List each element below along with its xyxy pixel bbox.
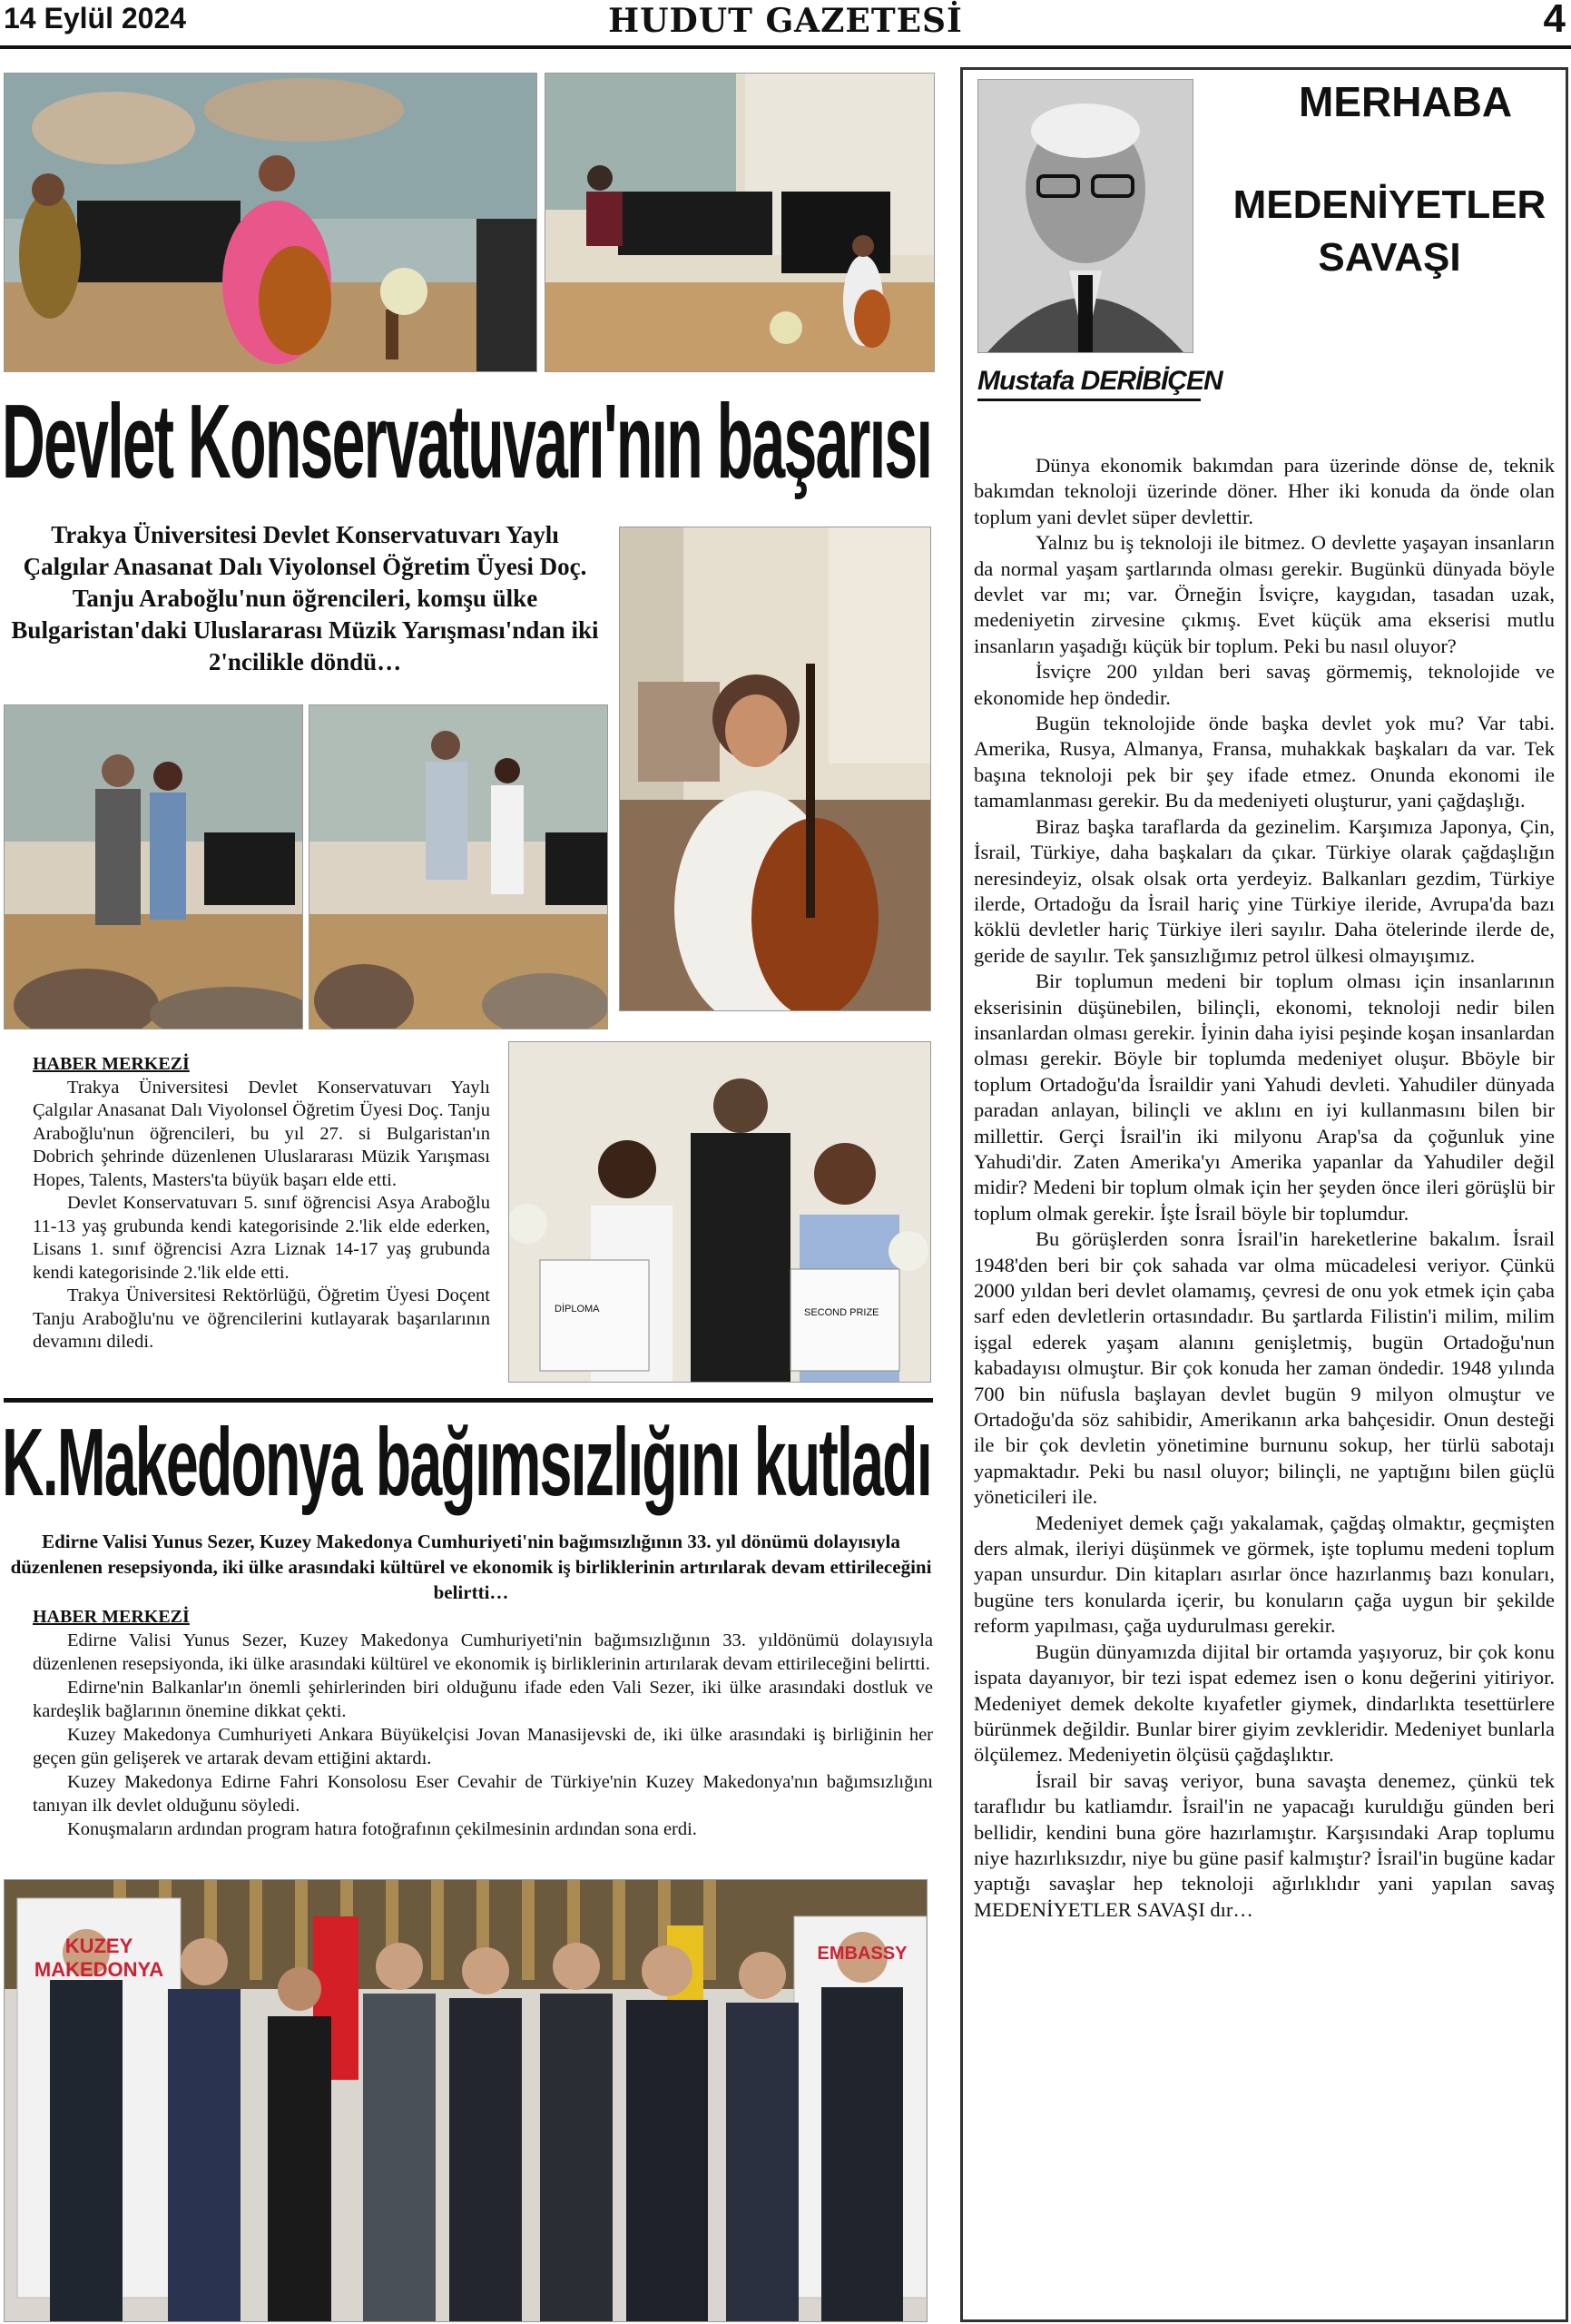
photo-cello-recital — [4, 73, 537, 372]
diploma-caption-right: SECOND PRIZE — [804, 1307, 879, 1318]
column-paragraph: İsrail bir savaş veriyor, buna savaşta denemez, çünkü tek taraflıdır bu katliamdır. İsrail'in ne yapacağı kuruldığu günden beri bellidir, kendini buna göre hazırlamıştır. Karşısındaki Arap toplumu niye hazırlıksızdır, niye bu güne pasif kalmıştır? İsrail'in bugüne kadar yaptığı savaşlar hep teknoloji ağırlıklıdır yani yapılan savaş MEDENİYETLER SAVAŞI dır… — [974, 1768, 1555, 1921]
article-paragraph: Edirne Valisi Yunus Sezer, Kuzey Makedonya Cumhuriyeti'nin bağımsızlığının 33. yıldönümü dolayısıyla düzenlenen resepsiyonda, iki ülke arasındaki kültürel ve ekonomik iş birliklerinin artırılarak devam ettirileceğini belirtti. — [33, 1630, 933, 1674]
article-paragraph: Konuşmaların ardından program hatıra fotoğrafının çekilmesinin ardından sona erdi. — [67, 1819, 697, 1839]
article-byline-conservatory: HABER MERKEZİ — [33, 1054, 190, 1074]
photo-diploma-winners — [508, 1041, 931, 1383]
article-paragraph: Trakya Üniversitesi Devlet Konservatuvarı Yaylı Çalgılar Anasanat Dalı Viyolonsel Öğretim Üyesi Doç. Tanju Araboğlu'nun öğrencileri, bu yıl 27. si Bulgaristan'ın Dobrich şehrinde düzenlenen Uluslararası Müzik Yarışması Hopes, Talents, Masters'ta büyük başarı elde etti. — [33, 1077, 490, 1190]
article-paragraph: Kuzey Makedonya Edirne Fahri Konsolosu Eser Cevahir de Türkiye'nin Kuzey Makedonya'nın bağımsızlığını tanıyan ilk devlet olduğunu söyledi. — [33, 1772, 933, 1816]
issue-date: 14 Eylül 2024 — [4, 2, 187, 34]
column-paragraph: Bir toplumun medeni bir toplum olması için insanlarının ekserisinin düşünebilen, bilinçli, ekonomi, teknoloji nedir bilen insanlardan olması gerekir. İyinin daha iyisi peşinde koşan insanlardan olması gerekir. Böyle bir toplumda medeniyet oluşur. Bböyle bir toplum Ortadoğu'da İsraildir yani Yahudi devleti. Yahudiler dünyada paradan anlayan, bilinçli ve aklını en iyi kullanmasını bilen bir millettir. Gerçi İsrail'in iki milyonu Arap'sa da çoğunluk yine Yahudi'dir. Zaten Amerika'yı Amerika yapanlar da Yahudiler değil midir? Medeni bir toplum olmak için her şeyden önce ileri görüşlü bir toplum olmak gerekir. İşte İsrail böyle bir toplumdur. — [974, 970, 1555, 1225]
column-paragraph: Yalnız bu iş teknoloji ile bitmez. O devlette yaşayan insanların da normal yaşam şartlarında olması gerekir. Bugünkü dünyada böyle devlet var mı; var. Örneğin İsviçre, kaygıdan, tasadan uzak, medeniyetin zirvesine çıkmış. Evet küçük ama ekserisi mutlu insanların yaşadığı küçük bir toplum. Peki bu nasıl oluyor? — [974, 531, 1555, 657]
column-body — [974, 453, 1555, 1923]
article-paragraph: Devlet Konservatuvarı 5. sınıf öğrencisi Asya Araboğlu 11-13 yaş grubunda kendi kategorisinde 2.'lik elde ederken, Lisans 1. sınıf öğrencisi Azra Liznak 14-17 yaş grubunda kendi kategorisinde 2.'lik elde etti. — [33, 1193, 490, 1283]
article-lead-macedonia: Edirne Valisi Yunus Sezer, Kuzey Makedonya Cumhuriyeti'nin bağımsızlığının 33. yıl dönümü dolayısıyla düzenlenen resepsiyonda, iki ülke arasındaki kültürel ve ekonomik iş birliklerinin artırılarak devam ettirileceğini belirtti… — [10, 1531, 932, 1603]
photo-young-cellist — [619, 527, 931, 1011]
column-title — [1226, 179, 1553, 284]
banner-text-right: EMBASSY — [817, 1944, 908, 1964]
column-title-line2: SAVAŞI — [1318, 235, 1461, 280]
article-paragraph: Edirne'nin Balkanlar'ın önemli şehirlerinden biri olduğunu ifade eden Vali Sezer, iki ülke arasındaki dostluk ve kardeşlik bağlarının önemine dikkat çekti. — [33, 1678, 933, 1721]
banner-text-left: KUZEY MAKEDONYA — [34, 1935, 164, 1981]
masthead — [0, 0, 1571, 49]
opinion-column — [960, 67, 1568, 2322]
photo-award-ceremony-1 — [4, 704, 303, 1029]
article-body-macedonia — [33, 1605, 933, 1841]
section-divider — [4, 1398, 933, 1403]
column-paragraph: Bugün teknolojide önde başka devlet yok mu? Var tabi. Amerika, Rusya, Almanya, Fransa, muhakkak başkaları da var. Tek başına teknoloji pek bir şey ifade etmez. Onunda ekonomi ile tamamlanması gerekir. Bu da medeniyeti oluşturur, yani çağdaşlığı. — [974, 712, 1555, 812]
page-number: 4 — [1543, 0, 1566, 41]
photo-award-ceremony-2 — [309, 704, 608, 1029]
column-paragraph: Dünya ekonomik bakımdan para üzerinde dönse de, teknik bakımdan teknoloji üzerinde döner. Hher iki konuda da önde olan toplum yani devlet süper devlettir. — [974, 454, 1555, 528]
article-headline-conservatory: Devlet Konservatuvarı'nın başarısı — [2, 382, 932, 500]
photo-piano-recital — [545, 73, 935, 372]
article-body-conservatory — [33, 1053, 490, 1354]
column-paragraph: Medeniyet demek çağı yakalamak, çağdaş olmaktır, geçmişten ders almak, ileriyi düşünmek ve görmek, işte toplumu medeni toplum yapan unsurdur. Din kitapları asırlar önce hazırlanmış bazı konuları, bugüne ters konularda içerir, bu konuların çağa uygun bir şekilde reform yapılması, çağa uydurulması gerekir. — [974, 1511, 1555, 1638]
article-paragraph: Kuzey Makedonya Cumhuriyeti Ankara Büyükelçisi Jovan Manasijevski de, iki ülke arasındaki iş birliğinin her geçen gün gelişerek ve artarak devam ettiğini aktardı. — [33, 1725, 933, 1768]
author-underline — [977, 399, 1201, 401]
article-byline-macedonia: HABER MERKEZİ — [33, 1607, 190, 1627]
column-section-title: MERHABA — [1299, 78, 1513, 125]
newspaper-name: HUDUT GAZETESİ — [608, 2, 963, 40]
column-paragraph: Bu görüşlerden sonra İsrail'in hareketlerine bakalım. İsrail 1948'den beri bir çok sahada var olma mücadelesi veriyor. Çünkü 2000 yıldan beri devlet olamamış, çevresi de onu yok etmek için çaba sarf eden devletlerin ortasındadır. Bu şartlarda Filistin'i milim, milim işgal ederek yaşam alanını genişletmiş, bugün Ortadoğu'nun kabadayısı olmuştur. Bir çok konuda her zaman öndedir. 1948 yılında 700 bin nüfusla başlayan devlet bugün 9 milyon olmuştur ve Ortadoğu'da söz sahibidir, Amerikanın arka bahçesidir. Onun desteği ile bir çok devletin yönetimine burnunu sokup, her türlü sabotajı yapmaktadır. Peki bu nasıl oluyor; bilinçli, ne yaptığını bilen güçlü yöneticileri ile. — [974, 1227, 1555, 1509]
column-paragraph: Biraz başka taraflarda da gezinelim. Karşımıza Japonya, Çin, İsrail, Türkiye, daha başkaları da çıkar. Türkiye olarak çağdaşlığın neresindeyiz, olsak olsak orta yerdeyiz. Balkanları gezdim, Türkiye ilerde, Ortadoğu da İsrail hariç yine Türkiye ileride, Avrupa'da bazı köklü devletler hariç Türkiye ileri sayılır. Daha ötelerinde ilerde de, geride de sayılır. Tek şansızlığımız petrol ülkesi olmayışımız. — [974, 814, 1555, 967]
article-lead-conservatory: Trakya Üniversitesi Devlet Konservatuvarı Yaylı Çalgılar Anasanat Dalı Viyolonsel Öğretim Üyesi Doç. Tanju Araboğlu'nun öğrencileri, komşu ülke Bulgaristan'daki Uluslararası Müzik Yarışması'ndan iki 2'ncilikle döndü… — [11, 521, 599, 675]
author-portrait — [977, 79, 1193, 353]
column-paragraph: Bugün dünyamızda dijital bir ortamda yaşıyoruz, bir çok konu ispata dayanıyor, bir tezi ispat edemez isen o konu değerini yitiriyor. Medeniyet demek dekolte kıyafetler giymek, dindarlıkta tesettürlere bürünmek değildir. Bunlar birer giyim zevkleridir. Medeniyet bunlarla ölçülemez. Medeniyetin ölçüsü çağdaşlıktır. — [974, 1640, 1555, 1767]
diploma-caption-left: DİPLOMA — [555, 1304, 600, 1315]
column-title-line1: MEDENİYETLER — [1232, 182, 1546, 227]
column-paragraph: İsviçre 200 yıldan beri savaş görmemiş, teknolojide ve ekonomide hep öndedir. — [974, 660, 1555, 709]
article-paragraph: Trakya Üniversitesi Rektörlüğü, Öğretim Üyesi Doçent Tanju Araboğlu'nu ve öğrencilerini kutlayarak başarılarının devamını diledi. — [33, 1285, 490, 1352]
photo-reception-group — [4, 1879, 928, 2322]
article-headline-macedonia: K.Makedonya bağımsızlığını kutladı — [2, 1409, 931, 1516]
column-author: Mustafa DERİBİÇEN — [977, 366, 1222, 396]
